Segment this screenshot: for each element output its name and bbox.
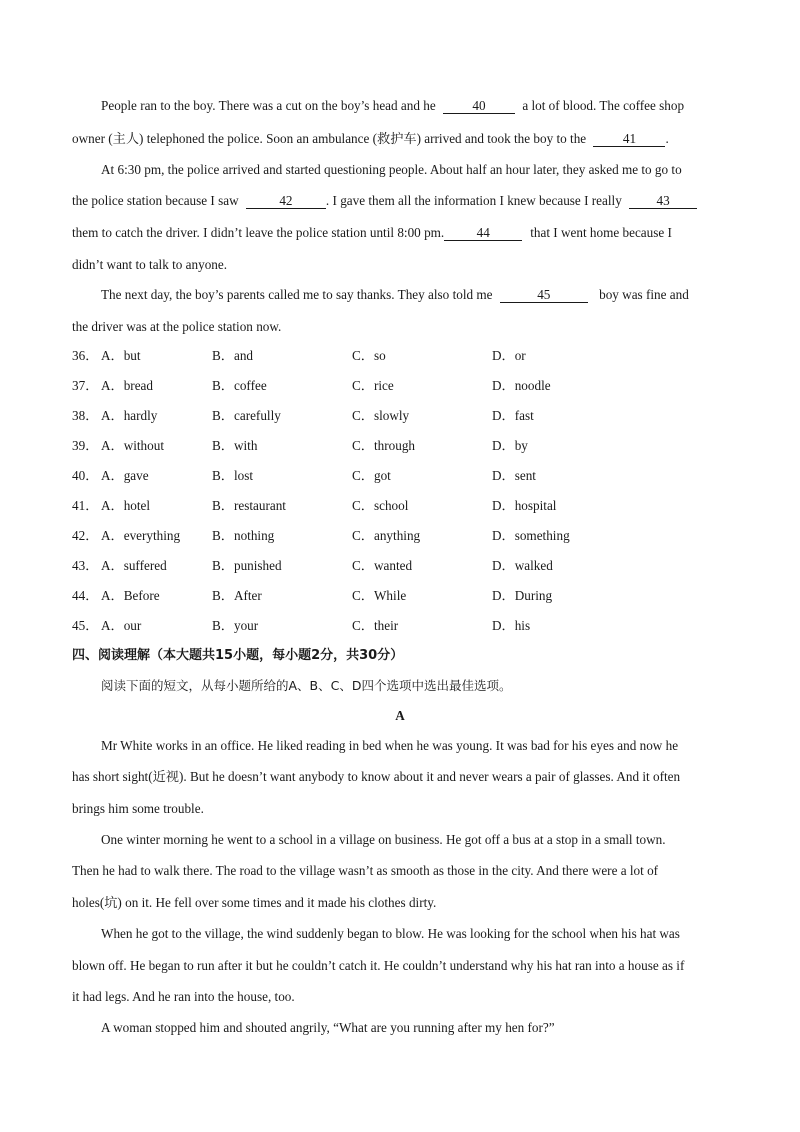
text-span: a lot of blood. The coffee shop: [522, 98, 685, 113]
question-number: 39．: [72, 438, 99, 453]
option-d: D．noodle: [492, 378, 551, 393]
option-d: D．or: [492, 348, 526, 363]
option-d: D．sent: [492, 468, 536, 483]
text-span: People ran to the boy. There was a cut on the boy’s head and he: [101, 98, 436, 113]
option-b: B．restaurant: [212, 498, 286, 513]
cloze-line: [72, 192, 728, 210]
option-b: B．nothing: [212, 528, 275, 543]
passage-line: Mr White works in an office. He liked reading in bed when he was young. It was bad for his eyes and now he: [101, 738, 679, 753]
option-b: B．with: [212, 438, 258, 453]
option-row: [72, 437, 728, 455]
text-span: the police station because I saw: [72, 193, 239, 208]
option-b: B．and: [212, 348, 254, 363]
cloze-line: [72, 318, 728, 336]
passage-line: One winter morning he went to a school in a village on business. He got off a bus at a stop in a small town.: [101, 832, 666, 847]
option-c: C．rice: [352, 378, 394, 393]
text-span: The next day, the boy’s parents called me to say thanks. They also told me: [101, 287, 493, 302]
blank-44: 44: [444, 226, 522, 241]
blank-40: 40: [443, 99, 515, 114]
option-b: B．After: [212, 588, 262, 603]
option-row: [72, 467, 728, 485]
option-c: C．slowly: [352, 408, 410, 423]
passage-line: brings him some trouble.: [72, 801, 204, 816]
option-a: A．everything: [101, 528, 181, 543]
text-span: them to catch the driver. I didn’t leave the police station until 8:00 pm.: [72, 225, 445, 240]
option-a: A．gave: [101, 468, 149, 483]
text-span: owner (主人) telephoned the police. Soon an ambulance (救护车) arrived and took the boy to the: [72, 131, 587, 146]
option-row: [72, 347, 728, 365]
option-a: A．but: [101, 348, 141, 363]
passage-line: blown off. He began to run after it but he couldn’t catch it. He couldn’t understand why his hat ran into a house as if: [72, 958, 685, 973]
option-a: A．hotel: [101, 498, 151, 513]
question-number: 40．: [72, 468, 99, 483]
option-c: C．school: [352, 498, 409, 513]
cloze-line: [72, 256, 728, 274]
text-span: .: [665, 131, 669, 146]
blank-45: 45: [500, 288, 588, 303]
passage-line: holes(坑) on it. He fell over some times and it made his clothes dirty.: [72, 895, 437, 910]
option-row: [72, 557, 728, 575]
passage-line: it had legs. And he ran into the house, too.: [72, 989, 295, 1004]
text-span: that I went home because I: [530, 225, 672, 240]
option-b: B．punished: [212, 558, 282, 573]
option-row: [72, 587, 728, 605]
option-d: D．his: [492, 618, 531, 633]
passage-line: A woman stopped him and shouted angrily, “What are you running after my hen for?”: [101, 1020, 555, 1035]
option-d: D．walked: [492, 558, 553, 573]
cloze-line: [72, 161, 757, 179]
option-c: C．got: [352, 468, 391, 483]
question-number: 43．: [72, 558, 99, 573]
option-row: [72, 527, 728, 545]
question-number: 42．: [72, 528, 99, 543]
blank-41: 41: [593, 132, 665, 147]
cloze-line: [72, 286, 757, 304]
option-c: C．While: [352, 588, 407, 603]
option-a: A．hardly: [101, 408, 158, 423]
option-b: B．your: [212, 618, 259, 633]
passage-line: Then he had to walk there. The road to the village wasn’t as smooth as those in the city. And there were a lot of: [72, 863, 659, 878]
blank-42: 42: [246, 194, 326, 209]
text-span: didn’t want to talk to anyone.: [72, 257, 228, 272]
option-d: D．fast: [492, 408, 534, 423]
option-d: D．During: [492, 588, 553, 603]
passage-line: When he got to the village, the wind suddenly began to blow. He was looking for the school when his hat was: [101, 926, 680, 941]
option-d: D．by: [492, 438, 528, 453]
question-number: 44．: [72, 588, 99, 603]
question-number: 38．: [72, 408, 99, 423]
text-span: the driver was at the police station now.: [72, 319, 282, 334]
section-instruction: 阅读下面的短文，从每小题所给的A、B、C、D四个选项中选出最佳选项。: [101, 678, 512, 693]
option-row: [72, 497, 728, 515]
option-a: A．bread: [101, 378, 153, 393]
option-b: B．lost: [212, 468, 254, 483]
option-a: A．without: [101, 438, 165, 453]
option-c: C．their: [352, 618, 399, 633]
text-span: At 6:30 pm, the police arrived and started questioning people. About half an hour later, they asked me to go to: [101, 162, 682, 177]
question-number: 41．: [72, 498, 99, 513]
option-c: C．so: [352, 348, 386, 363]
passage-label: A: [395, 708, 405, 723]
cloze-line: [72, 97, 757, 115]
option-b: B．carefully: [212, 408, 281, 423]
option-a: A．our: [101, 618, 142, 633]
option-c: C．anything: [352, 528, 421, 543]
question-number: 45．: [72, 618, 99, 633]
option-a: A．Before: [101, 588, 160, 603]
section-title: 四、阅读理解（本大题共15小题，每小题2分，共30分）: [72, 648, 404, 663]
question-number: 37．: [72, 378, 99, 393]
passage-line: has short sight(近视). But he doesn’t want anybody to know about it and never wears a pair of glasses. And it often: [72, 769, 681, 784]
option-c: C．through: [352, 438, 416, 453]
blank-43: 43: [629, 194, 697, 209]
option-d: D．something: [492, 528, 570, 543]
option-row: [72, 407, 728, 425]
cloze-line: [72, 224, 728, 242]
option-c: C．wanted: [352, 558, 413, 573]
question-number: 36．: [72, 348, 99, 363]
text-span: . I gave them all the information I knew because I really: [325, 193, 622, 208]
option-row: [72, 617, 728, 635]
option-row: [72, 377, 728, 395]
option-d: D．hospital: [492, 498, 557, 513]
cloze-line: [72, 130, 728, 148]
option-b: B．coffee: [212, 378, 267, 393]
text-span: boy was fine and: [599, 287, 689, 302]
option-a: A．suffered: [101, 558, 167, 573]
